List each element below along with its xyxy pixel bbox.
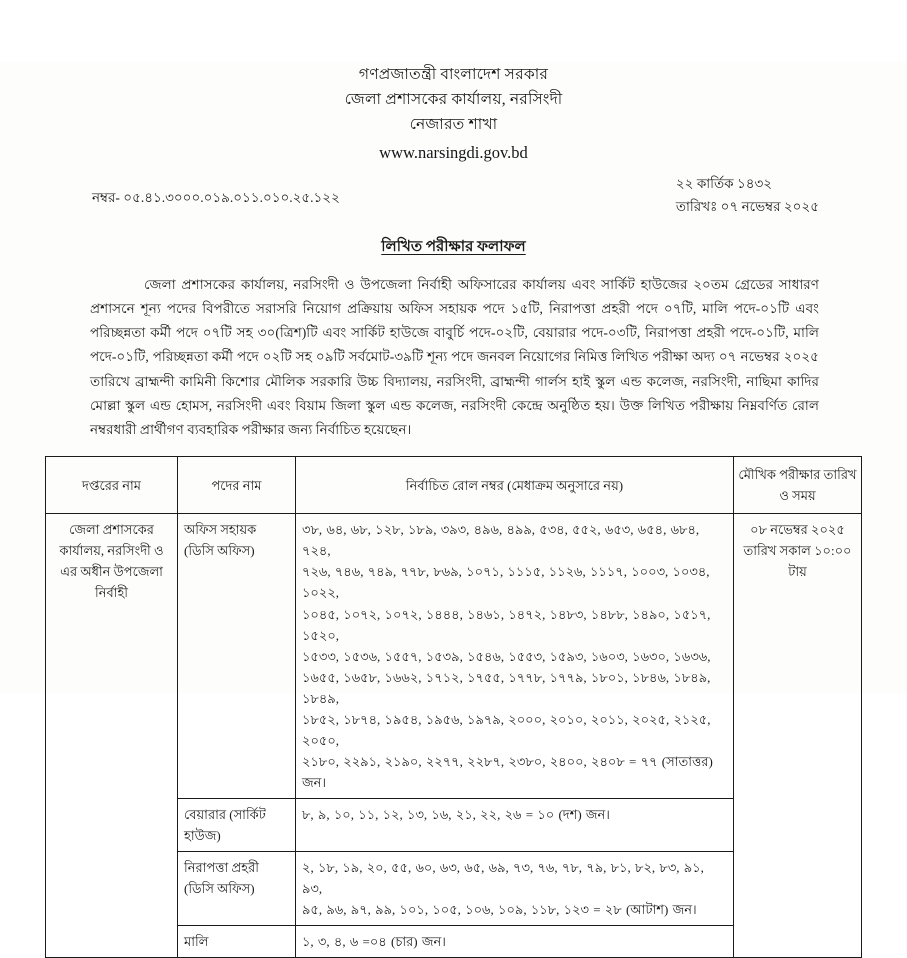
memo-date-english bbox=[676, 196, 819, 219]
column-header-viva: মৌখিক পরীক্ষার তারিখ ও সময় bbox=[734, 457, 862, 514]
post-cell: মালি bbox=[178, 926, 296, 958]
memo-number: নম্বর- ০৫.৪১.৩০০০.০১৯.০১১.০১০.২৫.১২২ bbox=[92, 190, 340, 206]
viva-cell: ০৮ নভেম্বর ২০২৫ তারিখ সকাল ১০:০০ টায় bbox=[734, 514, 862, 958]
column-header-rolls: নির্বাচিত রোল নম্বর (মেধাক্রম অনুসারে নয়) bbox=[296, 457, 734, 514]
memo-date bbox=[676, 173, 819, 219]
roll-line: ১৫৩৩, ১৫৩৬, ১৫৫৭, ১৫৩৯, ১৫৪৬, ১৫৫৩, ১৫৯৩, ১৬০৩, ১৬৩০, ১৬৩৬, bbox=[302, 648, 711, 664]
roll-line: ১, ৩, ৪, ৬ =০৪ (চার) জন। bbox=[302, 934, 446, 950]
roll-line: ৩৮, ৬৪, ৬৮, ১২৮, ১৮৯, ৩৯৩, ৪৯৬, ৪৯৯, ৫৩৪, ৫৫২, ৬৫৩, ৬৫৪, ৬৮৪, ৭২৪, bbox=[302, 522, 700, 559]
website-url[interactable]: www.narsingdi.gov.bd bbox=[379, 143, 528, 163]
roll-line: ২১৮০, ২২৯১, ২১৯০, ২২৭৭, ২২৮৭, ২৩৮০, ২৪০০, ২৪০৮ = ৭৭ (সাতাত্তর) জন। bbox=[302, 753, 713, 790]
page-title: লিখিত পরীক্ষার ফলাফল bbox=[381, 238, 526, 255]
office-cell: জেলা প্রশাসকের কার্যালয়, নরসিংদী ও এর অধীন উপজেলা নির্বাহী bbox=[46, 514, 178, 958]
column-header-post: পদের নাম bbox=[178, 457, 296, 514]
memo-date-value: ০৭ নভেম্বর ২০২৫ bbox=[720, 198, 819, 214]
roll-line: ১৬৫৫, ১৬৫৮, ১৬৬২, ১৭১২, ১৭৫৫, ১৭৭৮, ১৭৭৯, ১৮০১, ১৮৪৬, ১৮৪৯, ১৮৪৯, bbox=[302, 669, 711, 706]
rolls-cell bbox=[296, 514, 734, 799]
body-paragraph bbox=[90, 273, 819, 442]
results-table bbox=[45, 456, 862, 958]
paragraph-text: জেলা প্রশাসকের কার্যালয়, নরসিংদী ও উপজেলা নির্বাহী অফিসারের কার্যালয় এবং সার্কিট হাউজের ২০তম গ্রেডের সাধারণ প্রশাসনে শূন্য পদের বিপরীতে সরাসরি নিয়োগ প্রক্রিয়ায় অফিস সহায়ক পদে ১৫টি, নিরাপত্তা প্রহরী পদে ০৭টি, মালি পদে-০১টি এবং পরিচ্ছন্নতা কর্মী পদে ০৭টি সহ ৩০(ত্রিশ)টি এবং সার্কিট হাউজে বাবুর্চি পদে-০২টি, বেয়ারার পদে-০৩টি, নিরাপত্তা প্রহরী পদে-০১টি, মালি পদে-০১টি, পরিচ্ছন্নতা কর্মী পদে ০২টি সহ ০৯টি সর্বমোট-৩৯টি শূন্য পদে জনবল নিয়োগের নিমিত্ত লিখিত পরীক্ষা অদ্য ০৭ নভেম্বর ২০২৫ তারিখে ব্রাহ্মন্দী কামিনী কিশোর মৌলিক সরকারি উচ্চ বিদ্যালয়, নরসিংদী, ব্রাহ্মন্দী গার্লস হাই স্কুল এন্ড কলেজ, নরসিংদী, নাছিমা কাদির মোল্লা স্কুল এন্ড হোমস, নরসিংদী এবং বিয়াম জিলা স্কুল এন্ড কলেজ, নরসিংদী কেন্দ্রে অনুষ্ঠিত হয়। উক্ত লিখিত পরীক্ষায় নিম্নবর্ণিত রোল নম্বরধারী প্রার্থীগণ ব্যবহারিক পরীক্ষার জন্য নির্বাচিত হয়েছেন। bbox=[90, 276, 819, 438]
roll-line: ১০৪৫, ১০৭২, ১০৭২, ১৪৪৪, ১৪৬১, ১৪৭২, ১৪৮৩, ১৪৮৮, ১৪৯০, ১৫১৭, ১৫২০, bbox=[302, 606, 711, 643]
column-header-office: দপ্তরের নাম bbox=[46, 457, 178, 514]
post-cell: অফিস সহায়ক (ডিসি অফিস) bbox=[178, 514, 296, 799]
memo-date-bangla: ২২ কার্তিক ১৪৩২ bbox=[675, 176, 773, 192]
document-page bbox=[0, 62, 907, 950]
roll-line: ২, ১৮, ১৯, ২০, ৫৫, ৬০, ৬৩, ৬৫, ৬৯, ৭৩, ৭৬, ৭৮, ৭৯, ৮১, ৮২, ৮৩, ৯১, ৯৩, bbox=[302, 860, 704, 897]
post-cell: বেয়ারার (সার্কিট হাউজ) bbox=[178, 798, 296, 851]
branch-name: নেজারত শাখা bbox=[409, 116, 498, 134]
rolls-cell bbox=[296, 798, 734, 851]
rolls-cell bbox=[296, 926, 734, 958]
roll-line: ৭২৬, ৭৪৬, ৭৪৯, ৭৭৮, ৮৬৯, ১০৭১, ১১১৫, ১১২৬, ১১১৭, ১০০৩, ১০৩৪, ১০২২, bbox=[302, 564, 710, 601]
roll-line: ৯৫, ৯৬, ৯৭, ৯৯, ১০১, ১০৫, ১০৬, ১০৯, ১১৮, ১২৩ = ২৮ (আটাশ) জন। bbox=[302, 902, 697, 918]
letterhead bbox=[0, 62, 907, 167]
post-cell: নিরাপত্তা প্রহরী (ডিসি অফিস) bbox=[178, 852, 296, 926]
office-name: জেলা প্রশাসকের কার্যালয়, নরসিংদী bbox=[344, 91, 563, 109]
table-row bbox=[46, 514, 862, 799]
roll-line: ৮, ৯, ১০, ১১, ১২, ১৩, ১৬, ২১, ২২, ২৬ = ১০ (দশ) জন। bbox=[302, 806, 610, 822]
roll-line: ১৮৫২, ১৮৭৪, ১৯৫৪, ১৯৫৬, ১৯৭৯, ২০০০, ২০১০, ২০১১, ২০২৫, ২১২৫, ২০৫০, bbox=[302, 711, 711, 748]
memo-date-label: তারিখঃ bbox=[675, 198, 721, 214]
table-header-row bbox=[46, 457, 862, 514]
rolls-cell bbox=[296, 852, 734, 926]
memo-row bbox=[0, 173, 907, 219]
govt-name: গণপ্রজাতন্ত্রী বাংলাদেশ সরকার bbox=[358, 66, 549, 83]
